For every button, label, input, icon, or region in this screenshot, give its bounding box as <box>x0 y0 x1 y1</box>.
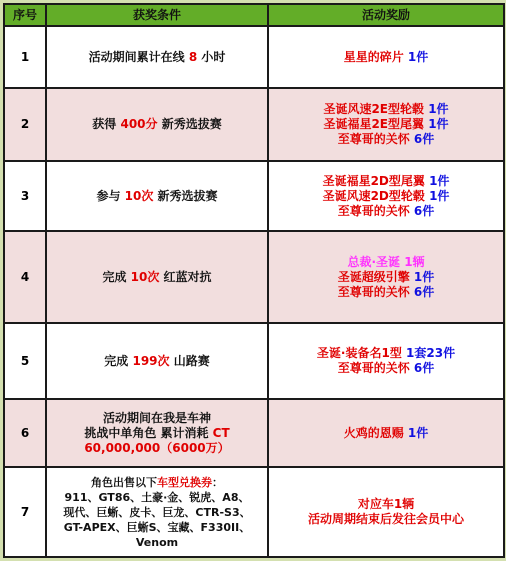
row-index: 6 <box>4 399 46 467</box>
table-row <box>4 231 504 323</box>
row-reward: 火鸡的恩赐 1件 <box>268 399 504 467</box>
table-row <box>4 161 504 231</box>
row-index: 7 <box>4 467 46 557</box>
row-index: 3 <box>4 161 46 231</box>
row-reward: 圣诞风速2E型轮毂 1件 圣诞福星2E型尾翼 1件 至尊哥的关怀 6件 <box>268 88 504 161</box>
row-reward: 圣诞·装备名1型 1套23件 至尊哥的关怀 6件 <box>268 323 504 399</box>
row-index: 2 <box>4 88 46 161</box>
row-condition: 完成 199次 山路赛 <box>46 323 268 399</box>
row-condition: 活动期间累计在线 8 小时 <box>46 26 268 88</box>
row-index: 1 <box>4 26 46 88</box>
header-reward: 活动奖励 <box>268 4 504 26</box>
row-index: 4 <box>4 231 46 323</box>
row-reward: 总裁·圣诞 1辆 圣诞超级引擎 1件 至尊哥的关怀 6件 <box>268 231 504 323</box>
row-condition: 角色出售以下车型兑换券： 911、GT86、土豪·金、锐虎、A8、 现代、巨蜥、皮卡、巨龙、CTR-S3、 GT-APEX、巨蜥S、宝藏、F330II、 Venom <box>46 467 268 557</box>
row-index: 5 <box>4 323 46 399</box>
row-condition: 参与 10次 新秀选拔赛 <box>46 161 268 231</box>
row-reward: 星星的碎片 1件 <box>268 26 504 88</box>
table-row <box>4 399 504 467</box>
row-reward: 对应车1辆 活动周期结束后发往会员中心 <box>268 467 504 557</box>
header-index: 序号 <box>4 4 46 26</box>
table-row <box>4 323 504 399</box>
row-condition: 活动期间在我是车神 挑战中单角色 累计消耗 CT 60,000,000（6000万） <box>46 399 268 467</box>
row-reward: 圣诞福星2D型尾翼 1件 圣诞风速2D型轮毂 1件 至尊哥的关怀 6件 <box>268 161 504 231</box>
row-condition: 获得 400分 新秀选拔赛 <box>46 88 268 161</box>
table-row <box>4 26 504 88</box>
table-header-row <box>4 4 504 26</box>
table-row <box>4 467 504 557</box>
table-row <box>4 88 504 161</box>
reward-table <box>3 3 505 558</box>
row-condition: 完成 10次 红蓝对抗 <box>46 231 268 323</box>
header-condition: 获奖条件 <box>46 4 268 26</box>
